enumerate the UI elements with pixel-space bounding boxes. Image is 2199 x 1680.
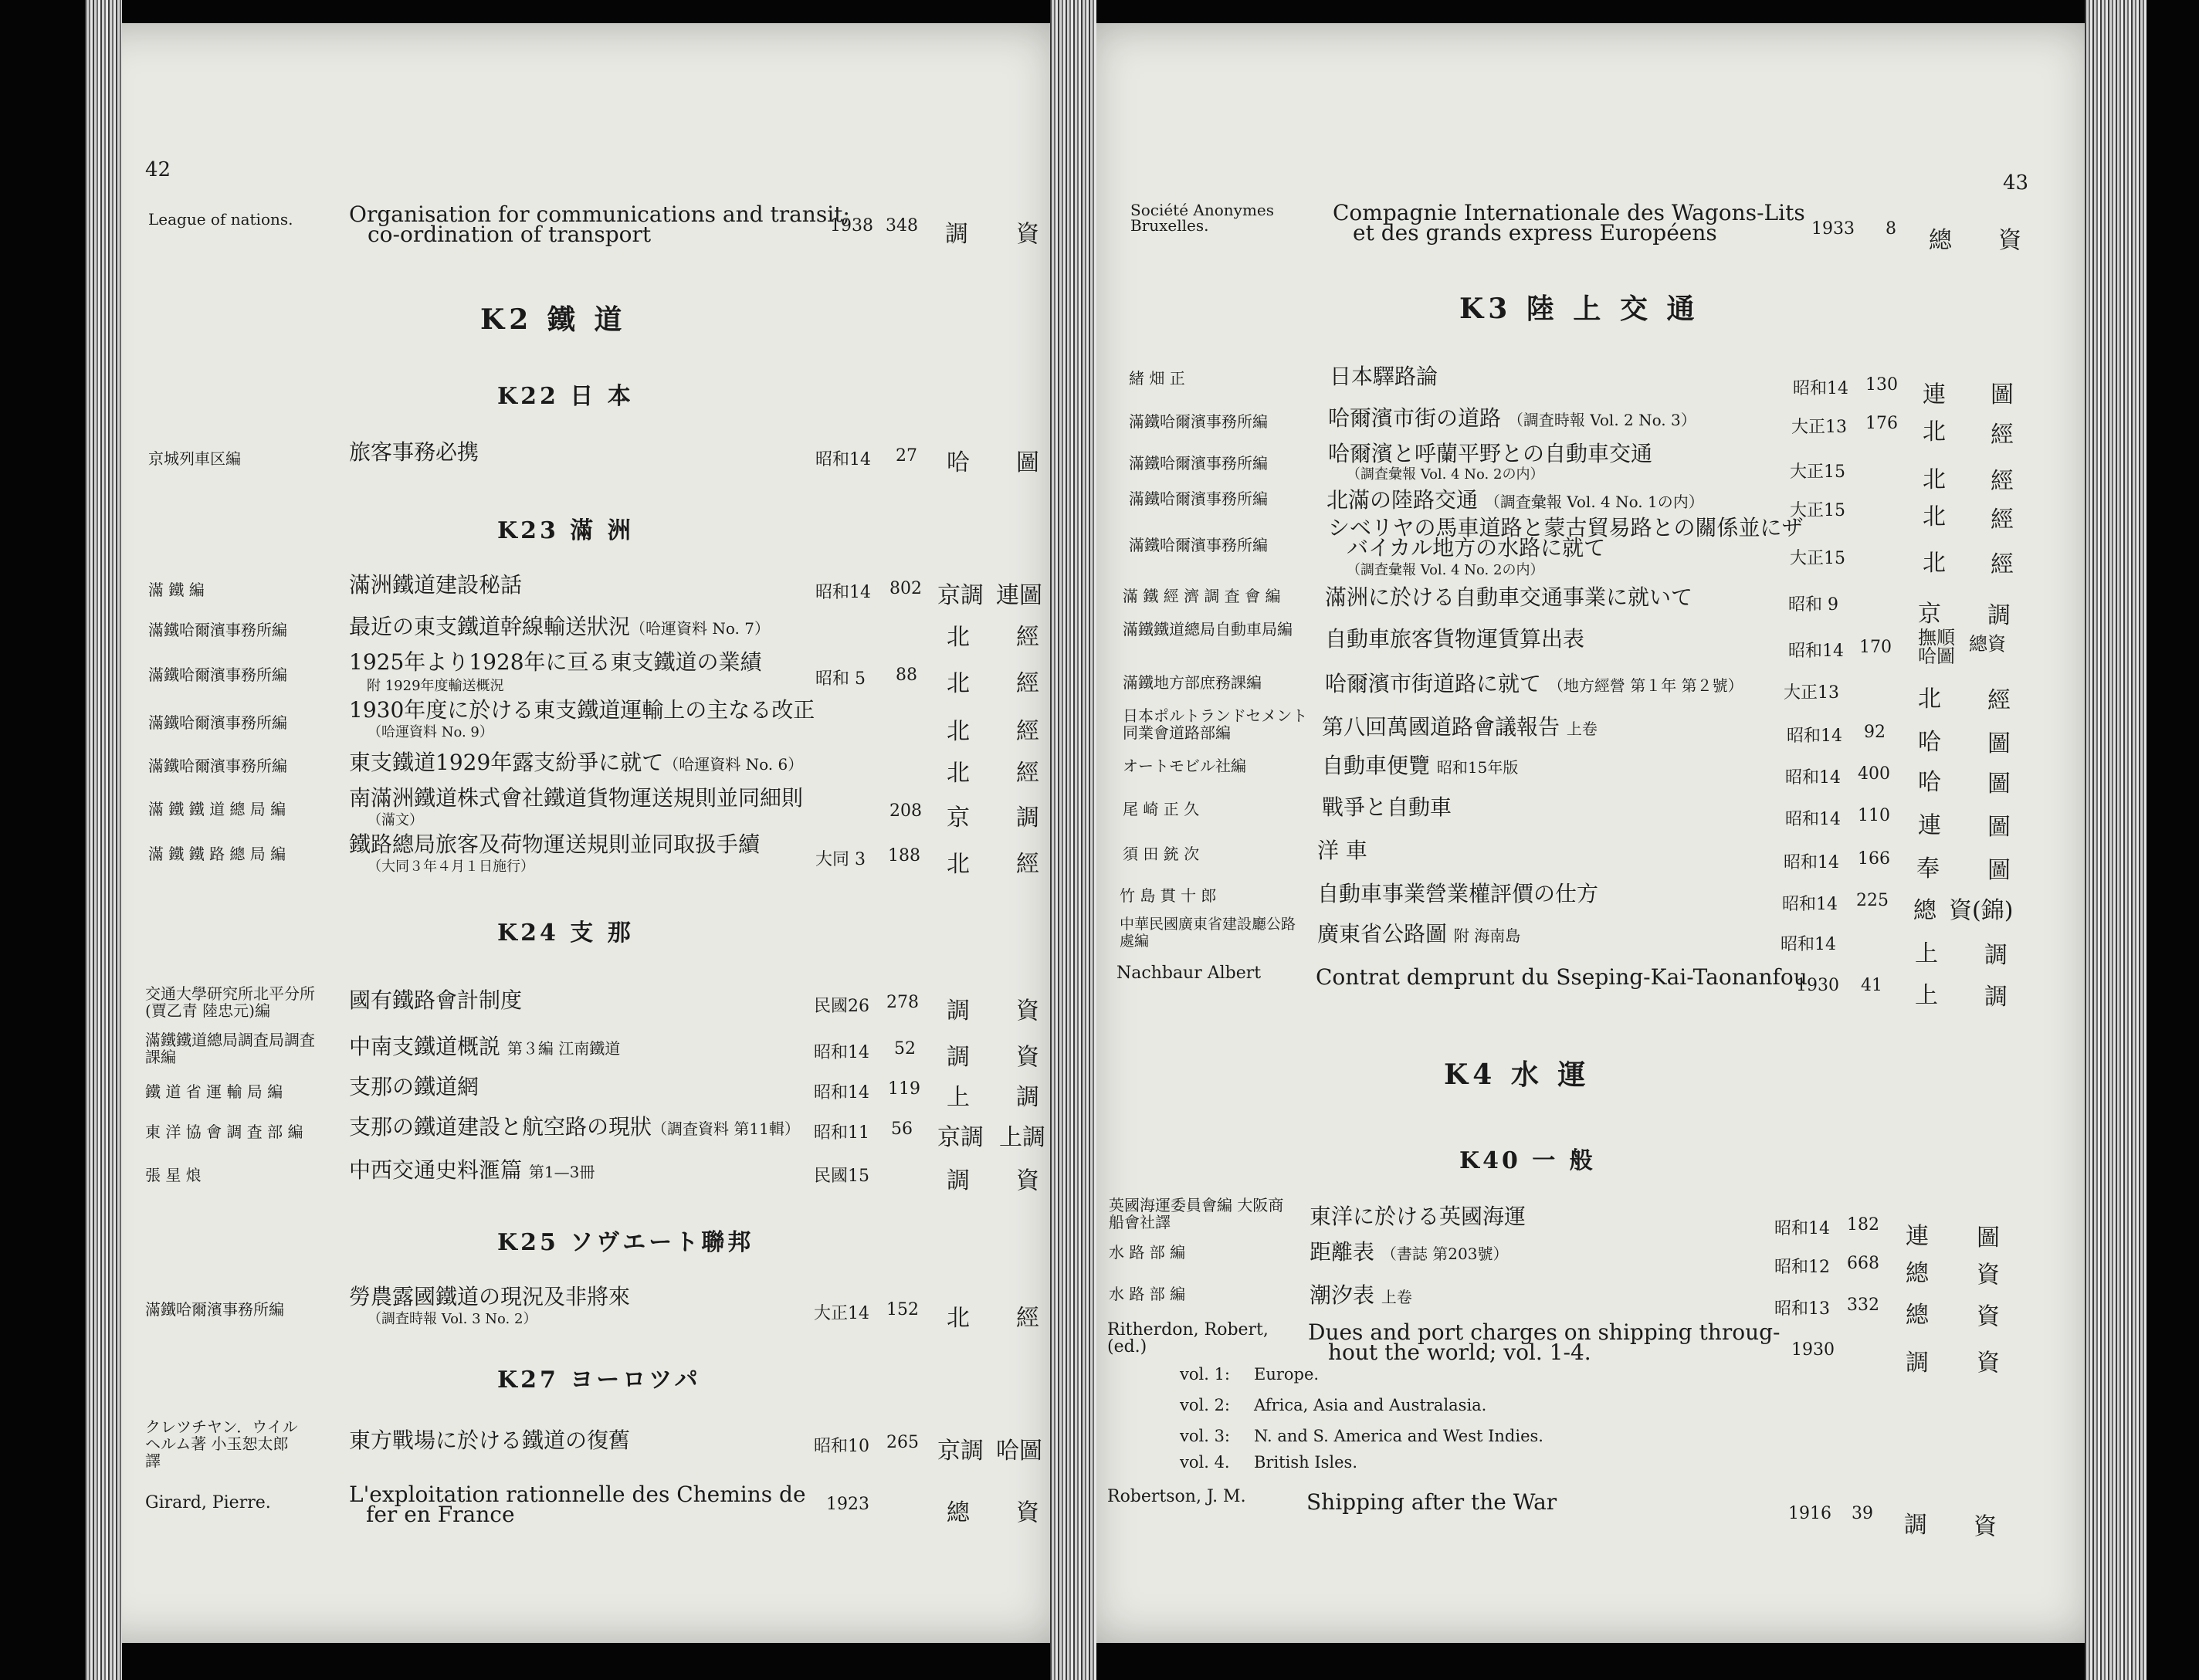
entry-author: 滿鐵地方部庶務課編: [1123, 673, 1262, 692]
entry-pages: 170: [1859, 638, 1892, 657]
entry-year: 大正13: [1791, 418, 1847, 437]
section-heading-k22: K22 日 本: [497, 383, 634, 410]
entry-location-1: 連: [1918, 812, 1941, 839]
entry-title-line1: Organisation for communications and transit;: [349, 202, 850, 227]
page-number-left: 42: [145, 158, 171, 181]
entry-location-2: 圖: [1977, 1224, 2000, 1252]
entry-location-1: 北: [1923, 466, 1946, 493]
entry-pages: 348: [886, 216, 918, 235]
entry-author: 滿 鐵 鐵 路 總 局 編: [148, 845, 286, 863]
entry-title: 旅客事務必携: [349, 439, 479, 465]
entry-pages: 88: [896, 666, 917, 685]
book-gutter: [1050, 0, 1096, 1680]
entry-location-1: 京: [947, 804, 970, 832]
entry-author: League of nations.: [148, 210, 293, 229]
left-page-edge: [85, 0, 122, 1680]
entry-location-2: 資: [1977, 1303, 2000, 1330]
entry-location-1: 哈: [947, 449, 970, 476]
entry-year: 1938: [830, 216, 873, 235]
entry-title: Shipping after the War: [1306, 1489, 1557, 1515]
entry-author: 滿鐵哈爾濱事務所編: [148, 666, 287, 684]
right-page: [1089, 23, 2092, 1643]
section-heading-k27: K27 ヨーロツパ: [497, 1367, 701, 1394]
entry-pages: 130: [1865, 375, 1898, 395]
entry-year: 1933: [1811, 219, 1855, 239]
entry-location-2: 上調: [999, 1124, 1045, 1151]
entry-title: 滿洲鐵道建設秘話: [349, 572, 523, 598]
entry-year: 大正14: [814, 1304, 869, 1323]
entry-subtitle: （調査彙報 Vol. 4 No. 2の内）: [1347, 562, 1544, 578]
entry-year: 大正15: [1790, 462, 1845, 482]
entry-author: Robertson, J. M.: [1107, 1487, 1246, 1506]
entry-title: 自動車旅客貨物運賃算出表: [1325, 626, 1585, 652]
entry-title: 鐵路總局旅客及荷物運送規則並同取扱手續: [349, 832, 761, 857]
entry-location-2: 總資: [1969, 633, 2006, 655]
entry-location-2: 經: [1991, 551, 2014, 578]
section-heading-k23: K23 滿 洲: [497, 517, 634, 544]
entry-location-1: 上: [947, 1084, 970, 1111]
entry-location-1: 上: [1915, 940, 1938, 967]
entry-location-1: 連: [1906, 1223, 1929, 1250]
entry-location-1: 撫順 哈圖: [1918, 627, 1955, 667]
entry-location-2: 經: [1991, 506, 2014, 533]
entry-pages: 668: [1847, 1254, 1879, 1273]
entry-year: 民國26: [814, 997, 869, 1016]
entry-location-1: 北: [1923, 418, 1946, 445]
entry-location-2: 經: [1991, 422, 2014, 449]
entry-location-1: 調: [945, 221, 968, 248]
entry-author-line2: (ed.): [1107, 1337, 1147, 1357]
entry-title: 哈爾濱市街道路に就て （地方經營 第１年 第２號）: [1325, 671, 1743, 696]
entry-location-1: 京調: [937, 582, 984, 609]
section-heading-k2: K2 鐵 道: [480, 303, 627, 336]
entry-title: 自動車事業營業權評價の仕方: [1317, 881, 1599, 906]
entry-author: 滿鐵哈爾濱事務所編: [148, 713, 287, 732]
volume-number: vol. 4.: [1180, 1453, 1230, 1472]
entry-location-1: 京調: [937, 1124, 984, 1151]
entry-pages: 176: [1865, 414, 1898, 433]
entry-location-2: 哈圖: [996, 1438, 1042, 1465]
entry-author: 滿鐵哈爾濱事務所編: [1129, 489, 1268, 508]
entry-pages: 27: [896, 446, 917, 466]
entry-author-line2: Bruxelles.: [1130, 216, 1209, 235]
entry-location-1: 調: [947, 998, 970, 1025]
entry-author: 水 路 部 編: [1109, 1285, 1186, 1303]
entry-title: 洋 車: [1317, 838, 1367, 863]
entry-title-line2: co-ordination of transport: [368, 222, 652, 247]
entry-location-1: 總: [1906, 1302, 1929, 1329]
entry-location-2: 經: [1016, 851, 1039, 878]
entry-title-line2: hout the world; vol. 1-4.: [1328, 1340, 1591, 1365]
entry-year: 昭和14: [1785, 768, 1841, 788]
entry-year: 1923: [826, 1495, 869, 1514]
entry-location-1: 北: [947, 760, 970, 787]
entry-year: 昭和14: [814, 1083, 869, 1102]
entry-pages: 39: [1852, 1504, 1873, 1523]
volume-description: N. and S. America and West Indies.: [1254, 1427, 1543, 1445]
entry-year: 昭和14: [1781, 935, 1836, 954]
entry-location-2: 資: [1977, 1262, 2000, 1289]
entry-year: 昭和11: [814, 1123, 869, 1143]
entry-pages: 225: [1856, 891, 1889, 910]
entry-subtitle: （滿文）: [368, 812, 423, 828]
entry-location-2: 經: [1016, 760, 1039, 787]
entry-location-2: 調: [1984, 942, 2008, 969]
entry-location-1: 調: [947, 1044, 970, 1071]
entry-title: 哈爾濱市街の道路 （調査時報 Vol. 2 No. 3）: [1328, 405, 1696, 431]
entry-location-2: 資: [1977, 1350, 2000, 1377]
entry-location-1: 奉: [1916, 855, 1940, 882]
entry-title-line2: バイカル地方の水路に就て: [1347, 535, 1606, 561]
entry-location-2: 經: [1991, 468, 2014, 495]
entry-author: 滿鐵哈爾濱事務所編: [1129, 412, 1268, 431]
entry-author: オートモビル社編: [1123, 757, 1246, 775]
entry-location-2: 資: [1974, 1513, 1997, 1540]
entry-title-line1: L'exploitation rationnelle des Chemins de: [349, 1482, 806, 1507]
section-heading-k4: K4 水 運: [1444, 1058, 1591, 1091]
entry-location-1: 總: [1929, 227, 1952, 254]
section-heading-k24: K24 支 那: [497, 920, 634, 947]
entry-location-1: 北: [947, 670, 970, 697]
entry-author-line3: 譯: [145, 1451, 161, 1470]
entry-title: 中南支鐵道概説 第３編 江南鐵道: [349, 1034, 621, 1059]
volume-number: vol. 2:: [1180, 1396, 1231, 1414]
entry-location-1: 北: [947, 851, 970, 878]
entry-location-2: 資: [1016, 998, 1039, 1025]
entry-title: 支那の鐵道建設と航空路の現狀（調査資料 第11輯）: [349, 1114, 800, 1140]
entry-location-2: 經: [1016, 670, 1039, 697]
entry-location-1: 調: [1906, 1350, 1929, 1377]
entry-title: Contrat demprunt du Sseping-Kai-Taonanfou: [1316, 964, 1808, 990]
entry-author: Nachbaur Albert: [1116, 964, 1262, 983]
entry-location-2: 資: [1016, 221, 1039, 248]
entry-title-line2: fer en France: [366, 1502, 515, 1527]
entry-location-2: 圖: [1987, 730, 2011, 757]
entry-location-2: 經: [1016, 624, 1039, 651]
entry-location-1: 調: [947, 1167, 970, 1194]
entry-title: 東支鐵道1929年露支紛爭に就て（哈運資料 No. 6）: [349, 750, 804, 775]
entry-title: 廣東省公路圖 附 海南島: [1317, 921, 1521, 947]
entry-location-2: 圖: [1991, 381, 2014, 408]
entry-year: 大正15: [1790, 501, 1845, 520]
entry-location-2: 經: [1987, 687, 2011, 714]
entry-year: 1930: [1796, 976, 1839, 995]
entry-year: 大同 3: [815, 850, 866, 869]
entry-author: 滿鐵哈爾濱事務所編: [145, 1300, 284, 1319]
entry-subtitle: （調査時報 Vol. 3 No. 2）: [368, 1311, 537, 1327]
entry-year: 昭和 5: [815, 669, 866, 689]
entry-pages: 92: [1864, 723, 1886, 742]
entry-subtitle: （哈運資料 No. 9）: [368, 724, 493, 740]
entry-author: 鐵 道 省 運 輸 局 編: [145, 1082, 283, 1101]
entry-location-1: 北: [947, 624, 970, 651]
entry-title: 東洋に於ける英國海運: [1310, 1204, 1526, 1229]
entry-title: 日本驛路論: [1330, 364, 1438, 389]
entry-year: 昭和14: [1785, 810, 1841, 829]
entry-pages: 802: [889, 579, 922, 598]
page-number-right: 43: [2003, 171, 2029, 195]
entry-year: 昭和10: [814, 1437, 869, 1456]
entry-author: 滿 鐵 鐵 道 總 局 編: [148, 800, 286, 818]
entry-author: 竹 島 貫 十 郎: [1120, 886, 1217, 905]
entry-location-1: 上: [1915, 982, 1938, 1009]
entry-location-1: 京: [1918, 601, 1941, 628]
entry-author: 水 路 部 編: [1109, 1243, 1186, 1262]
entry-year: 昭和13: [1774, 1299, 1830, 1319]
entry-title: 第八回萬國道路會議報告 上卷: [1322, 714, 1598, 740]
entry-year: 昭和14: [815, 583, 871, 602]
entry-location-2: 圖: [1016, 449, 1039, 476]
entry-author-line1: Société Anonymes: [1130, 201, 1275, 219]
volume-description: British Isles.: [1254, 1453, 1357, 1472]
entry-pages: 166: [1858, 849, 1890, 869]
entry-location-1: 調: [1904, 1512, 1927, 1539]
entry-pages: 278: [886, 993, 919, 1012]
entry-title: 國有鐵路會計制度: [349, 987, 523, 1013]
entry-title-line1: Compagnie Internationale des Wagons-Lits: [1333, 200, 1805, 225]
entry-location-2: 調: [1016, 804, 1039, 832]
entry-year: 1930: [1791, 1340, 1835, 1360]
entry-subtitle: （調査彙報 Vol. 4 No. 2の内）: [1347, 466, 1544, 483]
entry-year: 大正13: [1784, 683, 1839, 703]
entry-author: 須 田 銃 次: [1123, 845, 1200, 863]
entry-location-2: 經: [1016, 718, 1039, 745]
entry-author: 緒 畑 正: [1129, 369, 1185, 388]
entry-author: 張 星 烺: [145, 1166, 202, 1184]
entry-author-line1: Ritherdon, Robert,: [1107, 1320, 1269, 1340]
entry-year: 1916: [1788, 1504, 1831, 1523]
entry-location-2: 圖: [1987, 771, 2011, 798]
entry-title-line2: et des grands express Européens: [1353, 220, 1717, 246]
entry-title: 1930年度に於ける東支鐵道運輸上の主なる改正: [349, 697, 815, 723]
entry-author: 滿鐵哈爾濱事務所編: [148, 757, 287, 775]
section-heading-k3: K3 陸 上 交 通: [1459, 293, 1699, 325]
entry-location-1: 總: [1913, 897, 1936, 924]
entry-location-1: 哈: [1918, 769, 1941, 796]
entry-author: 日本ポルトランドセメント同業會道路部編: [1123, 706, 1308, 742]
entry-author: 中華民國廣東省建設廳公路處編: [1120, 916, 1296, 950]
entry-location-2: 圖: [1987, 857, 2011, 884]
entry-location-2: 資(錦): [1949, 897, 2014, 924]
entry-year: 大正15: [1790, 549, 1845, 568]
entry-title-line1: シベリヤの馬車道路と蒙古貿易路との關係並にザ: [1328, 515, 1804, 540]
entry-location-2: 連圖: [996, 582, 1042, 609]
entry-location-1: 總: [947, 1499, 970, 1526]
entry-location-1: 哈: [1918, 729, 1941, 756]
entry-location-2: 圖: [1987, 814, 2011, 841]
entry-pages: 41: [1861, 976, 1882, 995]
section-heading-k40: K40 一 般: [1459, 1147, 1596, 1174]
entry-year: 昭和14: [814, 1043, 869, 1062]
entry-title: 戰爭と自動車: [1322, 794, 1452, 820]
entry-title: 中西交通史料滙篇 第1—3冊: [349, 1157, 595, 1183]
entry-title: 南滿洲鐵道株式會社鐵道貨物運送規則並同細則: [349, 785, 804, 811]
entry-subtitle: 附 1929年度輸送概況: [367, 678, 504, 694]
entry-location-2: 調: [1987, 602, 2011, 629]
entry-pages: 182: [1847, 1215, 1879, 1235]
entry-year: 昭和14: [1787, 727, 1842, 746]
entry-author: 滿鐵鐵道總局調査局調査課編: [145, 1031, 315, 1066]
volume-description: Africa, Asia and Australasia.: [1254, 1396, 1487, 1414]
entry-year: 昭和14: [1782, 895, 1838, 914]
entry-pages: 265: [886, 1433, 919, 1452]
entry-year: 昭和 9: [1788, 595, 1838, 615]
entry-title: 潮汐表 上卷: [1310, 1282, 1412, 1308]
entry-year: 昭和14: [1774, 1219, 1830, 1238]
entry-author-line1: クレツチヤン．ウイル: [145, 1418, 298, 1436]
entry-author: 滿 鐵 編: [148, 581, 205, 599]
entry-author: 交通大學研究所北平分所(賈乙青 陸忠元)編: [145, 984, 315, 1020]
entry-title: 最近の東支鐵道幹線輸送狀況（哈運資料 No. 7）: [349, 614, 771, 639]
entry-pages: 152: [886, 1300, 919, 1319]
entry-pages: 400: [1858, 764, 1890, 784]
entry-author: 滿 鐵 經 濟 調 査 會 編: [1123, 587, 1281, 605]
entry-title: 北滿の陸路交通 （調査彙報 Vol. 4 No. 1の内）: [1327, 487, 1704, 513]
entry-pages: 52: [894, 1039, 916, 1058]
entry-year: 昭和14: [1784, 853, 1839, 872]
entry-title: 勞農露國鐵道の現況及非將來: [349, 1284, 631, 1309]
entry-title: 哈爾濱と呼蘭平野との自動車交通: [1328, 441, 1653, 466]
entry-pages: 188: [888, 846, 920, 865]
entry-title: 距離表 （書誌 第203號）: [1310, 1239, 1509, 1265]
entry-pages: 56: [891, 1119, 913, 1139]
entry-location-1: 總: [1906, 1260, 1929, 1287]
entry-location-1: 京調: [937, 1438, 984, 1465]
entry-title-line1: Dues and port charges on shipping throug-: [1308, 1319, 1781, 1345]
entry-year: 昭和14: [1788, 642, 1844, 661]
entry-location-1: 北: [1918, 686, 1941, 713]
entry-location-2: 經: [1016, 1305, 1039, 1332]
entry-author: 滿鐵哈爾濱事務所編: [1129, 536, 1268, 554]
entry-year: 昭和14: [1793, 379, 1848, 398]
entry-pages: 8: [1886, 219, 1896, 239]
volume-description: Europe.: [1254, 1365, 1320, 1384]
entry-pages: 332: [1847, 1296, 1879, 1315]
entry-location-1: 北: [947, 718, 970, 745]
entry-author: 英國海運委員會編 大阪商船會社譯: [1109, 1196, 1284, 1231]
entry-author: 滿鐵哈爾濱事務所編: [148, 621, 287, 639]
entry-author-line2: ヘルム著 小玉恕太郎: [145, 1434, 289, 1453]
entry-title: 自動車便覽 昭和15年版: [1322, 753, 1519, 778]
entry-title: 1925年より1928年に亘る東支鐵道の業績: [349, 649, 762, 675]
entry-location-2: 調: [1016, 1084, 1039, 1111]
entry-subtitle: （大同３年４月１日施行）: [368, 859, 534, 875]
entry-year: 民國15: [814, 1167, 869, 1186]
entry-author: 京城列車区編: [148, 449, 241, 468]
entry-location-1: 連: [1923, 381, 1946, 408]
entry-location-1: 北: [1923, 550, 1946, 577]
entry-pages: 208: [889, 801, 922, 821]
entry-location-1: 北: [947, 1305, 970, 1332]
entry-title: 支那の鐵道網: [349, 1074, 479, 1099]
entry-location-2: 資: [1016, 1499, 1039, 1526]
entry-location-2: 資: [1016, 1167, 1039, 1194]
entry-location-1: 北: [1923, 503, 1946, 530]
entry-pages: 110: [1858, 806, 1890, 825]
entry-author: 滿鐵哈爾濱事務所編: [1129, 454, 1268, 472]
entry-author: 尾 崎 正 久: [1123, 800, 1200, 818]
entry-author: 滿鐵鐵道總局自動車局編: [1123, 620, 1293, 638]
entry-year: 昭和14: [815, 450, 871, 469]
volume-number: vol. 3:: [1180, 1427, 1231, 1445]
volume-number: vol. 1:: [1180, 1365, 1231, 1384]
entry-title: 滿洲に於ける自動車交通事業に就いて: [1325, 584, 1693, 610]
section-heading-k25: K25 ソヴエート聯邦: [497, 1229, 754, 1256]
right-page-edge: [2085, 0, 2146, 1680]
entry-title: 東方戰場に於ける鐵道の復舊: [349, 1428, 631, 1453]
entry-location-2: 資: [1016, 1044, 1039, 1071]
entry-location-2: 調: [1984, 984, 2008, 1011]
entry-author: 東 洋 協 會 調 査 部 編: [145, 1123, 303, 1141]
entry-author: Girard, Pierre.: [145, 1493, 271, 1512]
entry-year: 昭和12: [1774, 1258, 1830, 1277]
entry-location-2: 資: [1998, 227, 2021, 254]
entry-pages: 119: [888, 1079, 920, 1099]
